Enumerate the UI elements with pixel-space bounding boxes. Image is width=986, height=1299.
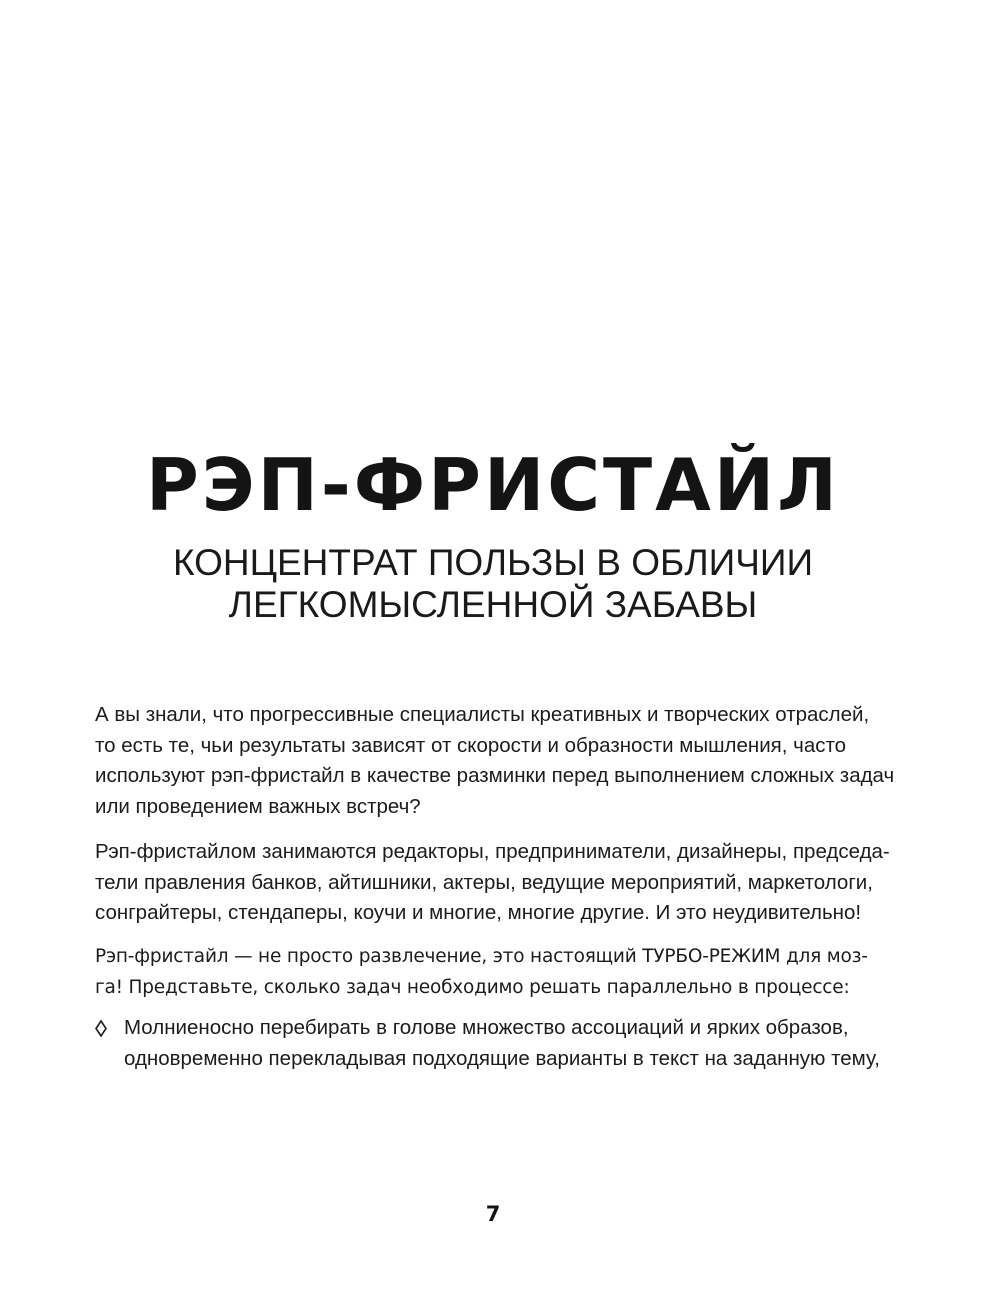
paragraph-turbo-mode [95,942,875,1003]
diamond-outline-icon [95,1020,107,1037]
text-line: Рэп-фристайл — не просто развлечение, это настоящий ТУРБО-РЕЖИМ для моз- [95,946,868,967]
text-line: тели правления банков, айтишники, актеры, ведущие мероприятий, маркетологи, [95,870,873,894]
text-line: Молниеносно перебирать в голове множество ассоциаций и ярких образов, [124,1016,849,1039]
text-line: то есть те, чьи результаты зависят от скорости и образности мышления, часто [95,733,847,757]
text-line: одновременно перекладывая подходящие варианты в текст на заданную тему, [124,1046,880,1070]
subtitle-line: ЛЕГКОМЫСЛЕННОЙ ЗАБАВЫ [228,584,758,625]
paragraph-intro [95,700,895,822]
text-line: сонграйтеры, стендаперы, коучи и многие, многие другие. И это неудивительно! [95,901,862,924]
text-line: или проведением важных встреч? [95,794,421,818]
bullet-text [124,1013,880,1074]
page-number: 7 [485,1202,501,1226]
text-line: используют рэп-фристайл в качестве разминки перед выполнением сложных задач [95,764,895,787]
chapter-title: РЭП-ФРИСТАЙЛ [146,443,840,527]
text-line: А вы знали, что прогрессивные специалисты креативных и творческих отраслей, [95,703,870,726]
text-line: Рэп-фристайлом занимаются редакторы, предприниматели, дизайнеры, председа- [95,840,890,863]
text-line: га! Представьте, сколько задач необходимо решать параллельно в процессе: [95,976,850,998]
paragraph-professions [95,837,890,929]
subtitle-line: КОНЦЕНТРАТ ПОЛЬЗЫ В ОБЛИЧИИ [172,542,814,583]
chapter-subtitle [0,542,986,626]
